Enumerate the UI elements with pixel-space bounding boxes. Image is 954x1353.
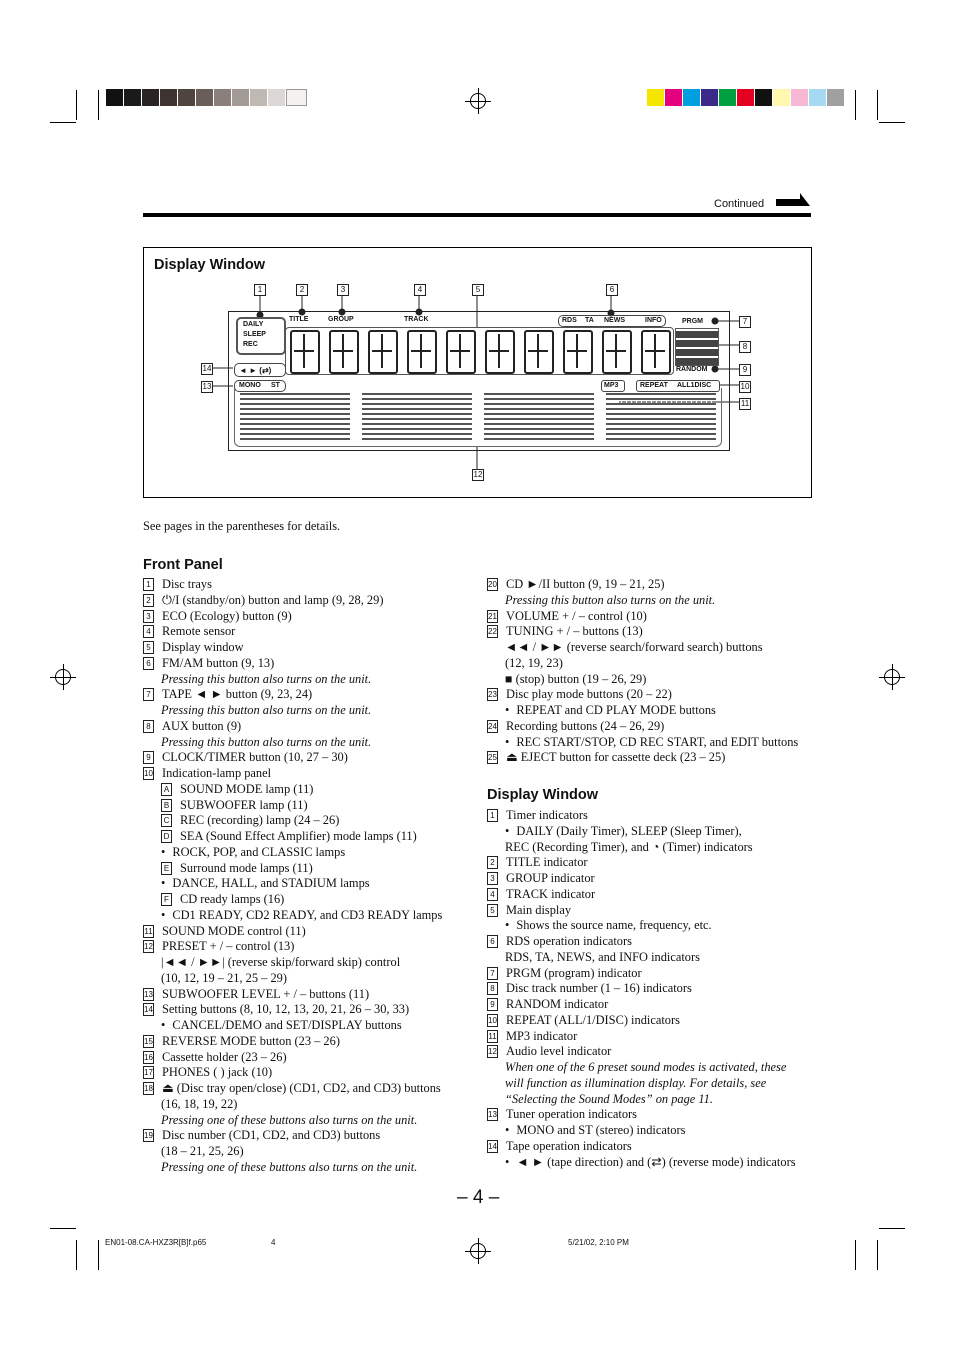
- list-item: [505, 735, 798, 751]
- item-text: Setting buttons (8, 10, 12, 13, 20, 21, 26 – 30, 33): [162, 1002, 410, 1017]
- item-text: ⏻/I (standby/on) button and lamp (9, 28, 29): [162, 592, 384, 607]
- item-text: Disc trays: [162, 577, 212, 591]
- segment-digit: [368, 330, 398, 374]
- item-text: ECO (Ecology) button (9): [162, 608, 292, 623]
- footer-page: 4: [271, 1238, 276, 1247]
- segment-digit: [641, 330, 671, 374]
- list-item: [161, 782, 313, 798]
- list-item: [505, 840, 753, 856]
- list-item: [161, 892, 284, 908]
- swatch: [142, 89, 159, 106]
- continued-arrow-icon: [776, 193, 810, 209]
- item-number: 4: [143, 625, 154, 638]
- item-text: RDS, TA, NEWS, and INFO indicators: [505, 949, 700, 964]
- item-text: TRACK indicator: [506, 886, 596, 901]
- list-item: [487, 1107, 637, 1123]
- item-text: GROUP indicator: [506, 871, 595, 885]
- audio-level-indicator: [484, 392, 594, 440]
- item-text: TAPE ◄ ► button (9, 23, 24): [162, 687, 313, 702]
- tape-indicator: ◄ ► (⇄): [234, 363, 286, 377]
- item-number: 25: [488, 753, 497, 763]
- list-item: [487, 808, 588, 824]
- list-item: [487, 871, 595, 887]
- item-text: CANCEL/DEMO and SET/DISPLAY buttons: [172, 1018, 402, 1032]
- list-item: [487, 1013, 680, 1029]
- item-text: (12, 19, 23): [505, 655, 563, 670]
- list-item: [161, 1018, 402, 1034]
- item-text: Recording buttons (24 – 26, 29): [506, 718, 665, 733]
- item-number: 3: [487, 872, 498, 885]
- swatch: [250, 89, 267, 106]
- swatch: [160, 89, 177, 106]
- list-item: [143, 1065, 272, 1081]
- callout-1: 1: [254, 284, 266, 296]
- audio-level-indicator: [362, 392, 472, 440]
- item-number: 4: [487, 888, 498, 901]
- list-item: [161, 735, 371, 751]
- item-number: 17: [144, 1068, 153, 1078]
- item-text: SEA (Sound Effect Amplifier) mode lamps (11): [180, 829, 417, 843]
- swatch: [665, 89, 682, 106]
- item-number: F: [161, 893, 172, 906]
- item-text: REPEAT (ALL/1/DISC) indicators: [506, 1012, 680, 1027]
- item-number: 8: [143, 720, 154, 733]
- swatch: [773, 89, 790, 106]
- item-number: 8: [487, 982, 498, 995]
- item-text: ROCK, POP, and CLASSIC lamps: [172, 844, 346, 859]
- list-item: [487, 624, 643, 640]
- item-text: CD ►/II button (9, 19 – 21, 25): [506, 577, 665, 591]
- rds-indicator-group: RDS TA NEWS INFO: [558, 315, 666, 327]
- list-item: [161, 876, 370, 892]
- item-number: 5: [143, 641, 154, 654]
- callout-7: 7: [739, 316, 751, 328]
- item-text: ⏏ (Disc tray open/close) (CD1, CD2, and CD3) buttons: [162, 1081, 441, 1095]
- registration-mark: [884, 669, 900, 685]
- item-text: will function as illumination display. For details, see: [505, 1075, 767, 1090]
- swatch: [755, 89, 772, 106]
- segment-digit: [485, 330, 515, 374]
- list-item: [505, 950, 700, 966]
- segment-digit: [329, 330, 359, 374]
- list-item: [505, 1060, 786, 1076]
- list-item: [143, 719, 241, 735]
- item-text: Timer indicators: [506, 808, 588, 822]
- registration-mark: [470, 1243, 486, 1259]
- list-item: [143, 1128, 380, 1144]
- item-number: 9: [487, 998, 498, 1011]
- item-text: SOUND MODE control (11): [162, 923, 306, 938]
- callout-4: 4: [414, 284, 426, 296]
- list-item: [143, 1081, 441, 1097]
- item-text: SUBWOOFER LEVEL + / – buttons (11): [162, 986, 370, 1001]
- item-text: MP3 indicator: [506, 1028, 578, 1043]
- callout-9: 9: [739, 364, 751, 376]
- list-item: [505, 656, 563, 672]
- swatch: [683, 89, 700, 106]
- item-number: 11: [144, 926, 153, 936]
- item-text: ⏏ EJECT button for cassette deck (23 – 25): [506, 750, 726, 765]
- item-text: Disc play mode buttons (20 – 22): [506, 687, 672, 702]
- list-item: [161, 798, 308, 814]
- list-item: [487, 577, 665, 593]
- item-text: FM/AM button (9, 13): [162, 655, 275, 670]
- item-number: E: [161, 862, 172, 875]
- list-item: [143, 924, 306, 940]
- item-text: Pressing one of these buttons also turns on the unit.: [161, 1112, 418, 1127]
- item-text: Pressing one of these buttons also turns on the unit.: [161, 1159, 418, 1174]
- item-number: D: [161, 830, 172, 843]
- group-indicator: GROUP: [328, 316, 354, 323]
- item-number: 14: [488, 1141, 497, 1151]
- item-number: 16: [144, 1052, 153, 1062]
- item-text: Main display: [506, 902, 572, 917]
- list-item: [161, 971, 287, 987]
- item-text: Tuner operation indicators: [506, 1107, 637, 1122]
- swatch: [106, 89, 123, 106]
- item-text: |◄◄ / ►►| (reverse skip/forward skip) control: [161, 955, 401, 969]
- list-item: [487, 966, 642, 982]
- item-text: VOLUME + / – control (10): [506, 608, 647, 623]
- list-item: [161, 1097, 237, 1113]
- swatch: [124, 89, 141, 106]
- list-item: [143, 939, 294, 955]
- item-number: 12: [144, 942, 153, 952]
- segment-digit: [524, 330, 554, 374]
- item-text: Audio level indicator: [506, 1044, 612, 1059]
- item-text: Tape operation indicators: [506, 1138, 632, 1153]
- swatch: [647, 89, 664, 106]
- item-text: REPEAT and CD PLAY MODE buttons: [516, 703, 716, 717]
- item-text: CD ready lamps (16): [180, 892, 285, 906]
- item-number: 21: [488, 611, 497, 621]
- item-text: TUNING + / – buttons (13): [506, 624, 643, 639]
- track-indicator: TRACK: [404, 316, 429, 323]
- swatch: [791, 89, 808, 106]
- prgm-indicator: PRGM: [682, 318, 703, 325]
- item-number: 19: [144, 1131, 153, 1141]
- item-number: 22: [488, 627, 497, 637]
- list-item: [487, 981, 692, 997]
- item-text: REC START/STOP, CD REC START, and EDIT buttons: [516, 734, 799, 749]
- segment-digit: [290, 330, 320, 374]
- list-item: [161, 955, 400, 971]
- item-text: TITLE indicator: [506, 855, 588, 870]
- repeat-indicator: REPEAT ALL1DISC: [636, 380, 720, 392]
- item-text: Surround mode lamps (11): [180, 860, 313, 875]
- callout-13: 13: [202, 382, 212, 391]
- item-number: 11: [488, 1031, 497, 1041]
- list-item: [143, 640, 244, 656]
- item-number: 18: [144, 1084, 153, 1093]
- list-item: [143, 1034, 340, 1050]
- item-number: 5: [487, 904, 498, 917]
- item-text: (18 – 21, 25, 26): [161, 1144, 244, 1158]
- list-item: [487, 1029, 577, 1045]
- item-number: 9: [143, 751, 154, 764]
- list-item: [143, 593, 383, 609]
- swatch: [719, 89, 736, 106]
- audio-level-indicator: [240, 392, 350, 440]
- segment-digit: [563, 330, 593, 374]
- item-text: (16, 18, 19, 22): [161, 1096, 238, 1111]
- callout-11: 11: [740, 399, 750, 408]
- list-item: [487, 855, 588, 871]
- list-item: [143, 1050, 287, 1066]
- item-text: Remote sensor: [162, 624, 236, 639]
- swatch: [196, 89, 213, 106]
- swatch: [827, 89, 844, 106]
- swatch: [214, 89, 231, 106]
- item-text: REC (Recording Timer), and ◔ (Timer) indicators: [505, 839, 753, 854]
- list-item: [143, 750, 348, 766]
- item-number: 1: [143, 578, 154, 591]
- list-item: [487, 609, 647, 625]
- item-number: 24: [488, 721, 497, 731]
- item-text: DANCE, HALL, and STADIUM lamps: [172, 876, 370, 891]
- item-text: SUBWOOFER lamp (11): [180, 797, 308, 812]
- swatch: [178, 89, 195, 106]
- callout-5: 5: [472, 284, 484, 296]
- item-number: 23: [488, 690, 497, 700]
- list-item: [143, 609, 292, 625]
- segment-digit: [407, 330, 437, 374]
- list-item: [487, 687, 672, 703]
- list-item: [143, 656, 274, 672]
- item-number: B: [161, 799, 172, 812]
- list-item: [505, 1155, 796, 1171]
- front-panel-heading: Front Panel: [143, 557, 223, 573]
- item-text: REC (recording) lamp (24 – 26): [180, 813, 340, 828]
- tuner-indicator: MONO ST: [234, 380, 286, 392]
- item-number: 6: [487, 935, 498, 948]
- callout-2: 2: [296, 284, 308, 296]
- item-text: Cassette holder (23 – 26): [162, 1049, 287, 1064]
- item-text: When one of the 6 preset sound modes is activated, these: [505, 1060, 787, 1074]
- item-number: 7: [143, 688, 154, 701]
- item-text: PRESET + / – control (13): [162, 939, 295, 954]
- list-item: [505, 1123, 685, 1139]
- swatch: [286, 89, 307, 106]
- item-text: “Selecting the Sound Modes” on page 11.: [505, 1091, 713, 1106]
- continued-label: Continued: [714, 198, 765, 210]
- mp3-indicator: MP3: [601, 380, 625, 392]
- item-number: 12: [488, 1047, 497, 1057]
- list-item: [505, 593, 715, 609]
- item-text: Pressing this button also turns on the unit.: [505, 592, 716, 607]
- list-item: [505, 703, 716, 719]
- list-item: [505, 672, 646, 688]
- list-item: [143, 577, 212, 593]
- item-number: 7: [487, 967, 498, 980]
- item-text: Disc number (CD1, CD2, and CD3) buttons: [162, 1128, 381, 1143]
- audio-level-indicator: [606, 392, 716, 440]
- segment-digit: [446, 330, 476, 374]
- item-text: (10, 12, 19 – 21, 25 – 29): [161, 970, 287, 985]
- page-number: – 4 –: [457, 1187, 500, 1208]
- item-text: RANDOM indicator: [506, 997, 609, 1011]
- item-text: SOUND MODE lamp (11): [180, 781, 314, 796]
- segment-digit: [602, 330, 632, 374]
- list-item: [161, 861, 313, 877]
- list-item: [487, 719, 664, 735]
- item-number: C: [161, 814, 172, 827]
- list-item: [161, 703, 371, 719]
- item-text: REVERSE MODE button (23 – 26): [162, 1033, 340, 1048]
- header-rule: [143, 213, 811, 217]
- callout-10: 10: [740, 382, 750, 391]
- callout-3: 3: [337, 284, 349, 296]
- registration-mark: [470, 93, 486, 109]
- disc-track-number-indicators: [675, 328, 719, 366]
- list-item: [143, 1002, 409, 1018]
- item-text: MONO and ST (stereo) indicators: [516, 1123, 686, 1137]
- list-item: [143, 687, 312, 703]
- item-text: ■ (stop) button (19 – 26, 29): [505, 671, 647, 686]
- list-item: [505, 918, 712, 934]
- title-indicator: TITLE: [289, 316, 309, 323]
- swatch: [268, 89, 285, 106]
- list-item: [161, 813, 339, 829]
- item-text: Pressing this button also turns on the unit.: [161, 734, 372, 749]
- list-item: [161, 845, 345, 861]
- list-item: [143, 987, 369, 1003]
- display-window-heading: Display Window: [487, 787, 599, 803]
- item-text: PHONES ( ) jack (10): [162, 1065, 273, 1080]
- item-text: PRGM (program) indicator: [506, 965, 642, 980]
- list-item: [487, 903, 571, 919]
- list-item: [487, 1044, 611, 1060]
- callout-8: 8: [739, 341, 751, 353]
- list-item: [161, 672, 371, 688]
- list-item: [161, 1160, 417, 1176]
- item-number: 2: [487, 856, 498, 869]
- list-item: [505, 640, 763, 656]
- swatch: [701, 89, 718, 106]
- list-item: [161, 1144, 244, 1160]
- list-item: [505, 1076, 766, 1092]
- item-number: 10: [144, 769, 153, 778]
- item-number: A: [161, 783, 172, 796]
- callout-6: 6: [606, 284, 618, 296]
- footer-date: 5/21/02, 2:10 PM: [568, 1238, 629, 1247]
- item-text: Indication-lamp panel: [162, 766, 272, 780]
- item-text: RDS operation indicators: [506, 934, 632, 948]
- timer-indicator-group: DAILY SLEEP REC: [236, 317, 286, 355]
- item-number: 2: [143, 594, 154, 607]
- item-text: ◄◄ / ►► (reverse search/forward search) buttons: [505, 640, 763, 654]
- item-number: 20: [488, 580, 497, 589]
- figure-title: Display Window: [154, 257, 266, 273]
- item-text: Pressing this button also turns on the unit.: [161, 703, 372, 717]
- item-text: CD1 READY, CD2 READY, and CD3 READY lamps: [172, 907, 443, 922]
- item-number: 14: [144, 1005, 153, 1015]
- item-number: 1: [487, 809, 498, 822]
- list-item: [161, 908, 442, 924]
- list-item: [487, 934, 632, 950]
- item-number: 13: [144, 989, 153, 999]
- list-item: [143, 624, 235, 640]
- item-text: Disc track number (1 – 16) indicators: [506, 981, 692, 996]
- list-item: [161, 1113, 417, 1129]
- list-item: [161, 829, 417, 845]
- list-item: [487, 887, 595, 903]
- item-text: DAILY (Daily Timer), SLEEP (Sleep Timer),: [516, 823, 742, 838]
- list-item: [487, 750, 725, 766]
- list-item: [505, 824, 742, 840]
- item-text: CLOCK/TIMER button (10, 27 – 30): [162, 750, 348, 765]
- item-number: 15: [144, 1036, 153, 1046]
- item-number: 13: [488, 1110, 497, 1120]
- list-item: [505, 1092, 713, 1108]
- item-number: 10: [488, 1015, 497, 1025]
- swatch: [232, 89, 249, 106]
- list-item: [487, 1139, 632, 1155]
- item-number: 6: [143, 657, 154, 670]
- random-indicator: RANDOM: [676, 366, 708, 373]
- item-text: Display window: [162, 640, 244, 654]
- swatch: [737, 89, 754, 106]
- item-number: 3: [143, 610, 154, 623]
- item-text: ◄ ► (tape direction) and (⇄) (reverse mode) indicators: [516, 1154, 796, 1169]
- item-text: Pressing this button also turns on the unit.: [161, 671, 372, 686]
- item-text: Shows the source name, frequency, etc.: [516, 918, 712, 933]
- callout-14: 14: [202, 364, 212, 373]
- footer-file: EN01-08.CA-HXZ3R[B]f.p65: [105, 1238, 207, 1247]
- see-pages-note: See pages in the parentheses for details.: [143, 519, 341, 533]
- item-text: AUX button (9): [162, 718, 242, 733]
- swatch: [809, 89, 826, 106]
- callout-12: 12: [473, 470, 483, 479]
- list-item: [487, 997, 608, 1013]
- list-item: [143, 766, 271, 782]
- registration-mark: [55, 669, 71, 685]
